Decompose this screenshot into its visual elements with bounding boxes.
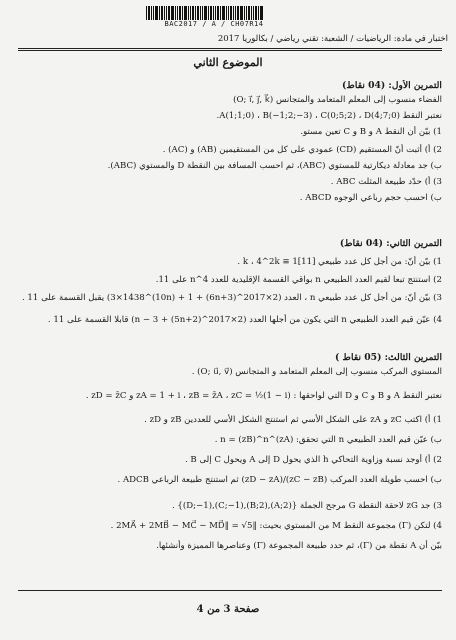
header-rule [18, 48, 442, 49]
ex1-line: ب) جد معادلة ديكارتية للمستوي (ABC)، ثم احسب المسافة بين النقطة D والمستوي (ABC). [107, 161, 442, 171]
barcode [146, 6, 278, 20]
ex2-line: 4) عيّن قيم العدد الطبيعي n التي يكون من أجلها العدد (2×2017^(5n+2) + n − 3) قابلا القسمة على 11 . [47, 315, 442, 325]
ex1-title: التمرين الأول: (04 نقاط) [342, 80, 442, 91]
ex1-line: الفضاء منسوب إلى المعلم المتعامد والمتجانس (O; i⃗, j⃗, k⃗) [233, 95, 442, 105]
ex1-line: نعتبر النقط A(1;1;0) ، B(−1;2;−3) ، C(0;5;2) ، D(4;7;0). [216, 111, 442, 121]
ex1-line: ب) احسب حجم رباعي الوجوه ABCD . [299, 193, 442, 203]
ex3-line: 1) أ) اكتب zC و zA على الشكل الأسي ثم استنتج الشكل الأسي للعددين zB و zD . [144, 415, 442, 425]
ex2-line: 3) بيّن أنّ: من أجل كل عدد طبيعي n ، العدد (2×2017^(6n+3) + 3×1438^(10n) + 1) يقبل القسمة على 11 . [21, 293, 442, 303]
ex2-line: 1) بيّن أنّ: من أجل كل عدد طبيعي k ، 4^2k ≡ 1[11] . [237, 257, 442, 267]
ex3-line: ب) عيّن قيم العدد الطبيعي n التي تحقق: (zA)^n = (zB)^n . [214, 435, 442, 445]
ex3-title: التمرين الثالث: (05 نقاط ) [335, 352, 442, 363]
ex3-line: بيّن أن A نقطة من (Γ)، ثم حدد طبيعة المجموعة (Γ) وعناصرها المميزة وأنشئها. [156, 541, 442, 551]
page-number: صفحة 3 من 4 [196, 604, 260, 615]
ex1-line: 2) أ) أثبت أنّ المستقيم (CD) عمودي على كل من المستقيمين (AB) و (AC) . [162, 145, 442, 155]
ex3-line: 3) جد zG لاحقة النقطة G مرجح الجملة {(A;2),(B;2),(C;−1),(D;−1)} . [171, 501, 442, 511]
ex3-line: 2) أ) أوجد نسبة وزاوية التحاكي h الذي يحول D إلى A ويحول C إلى B . [184, 455, 442, 465]
ex3-line: نعتبر النقط A و B و C و D التي لواحقها : zA = 1 + i ، zB = z̄A ، zC = ½(1 − i) و zD = z̄C . [85, 391, 442, 401]
footer-rule [18, 590, 442, 591]
ex2-line: 2) استنتج تبعا لقيم العدد الطبيعي n بواقي القسمة الإقليدية للعدد 4^n على 11. [155, 275, 442, 285]
subject-title: الموضوع الثاني [193, 56, 263, 69]
ex3-line: 4) لتكن (Γ) مجموعة النقط M من المستوي بحيث: ‖2MA⃗ + 2MB⃗ − MC⃗ − MD⃗‖ = √5 . [110, 521, 442, 531]
header-rule-2 [18, 50, 442, 51]
exam-header: اختبار في مادة: الرياضيات / الشعبة: تقني رياضي / بكالوريا 2017 [217, 34, 448, 44]
ex3-line: المستوي المركب منسوب إلى المعلم المتعامد و المتجانس (O; u⃗, v⃗) . [191, 367, 442, 377]
ex1-line: 3) أ) حدّد طبيعة المثلث ABC . [330, 177, 442, 187]
ex1-line: 1) بيّن أن النقط A و B و C تعين مستو. [300, 127, 442, 137]
barcode-text: BAC2017 / A / CH07R14 [164, 20, 264, 28]
ex3-line: ب) احسب طويلة العدد المركب (zC − zB)/(zD − zA) ثم استنتج طبيعة الرباعي ADCB . [117, 475, 442, 485]
ex2-title: التمرين الثاني: (04 نقاط) [339, 238, 442, 249]
